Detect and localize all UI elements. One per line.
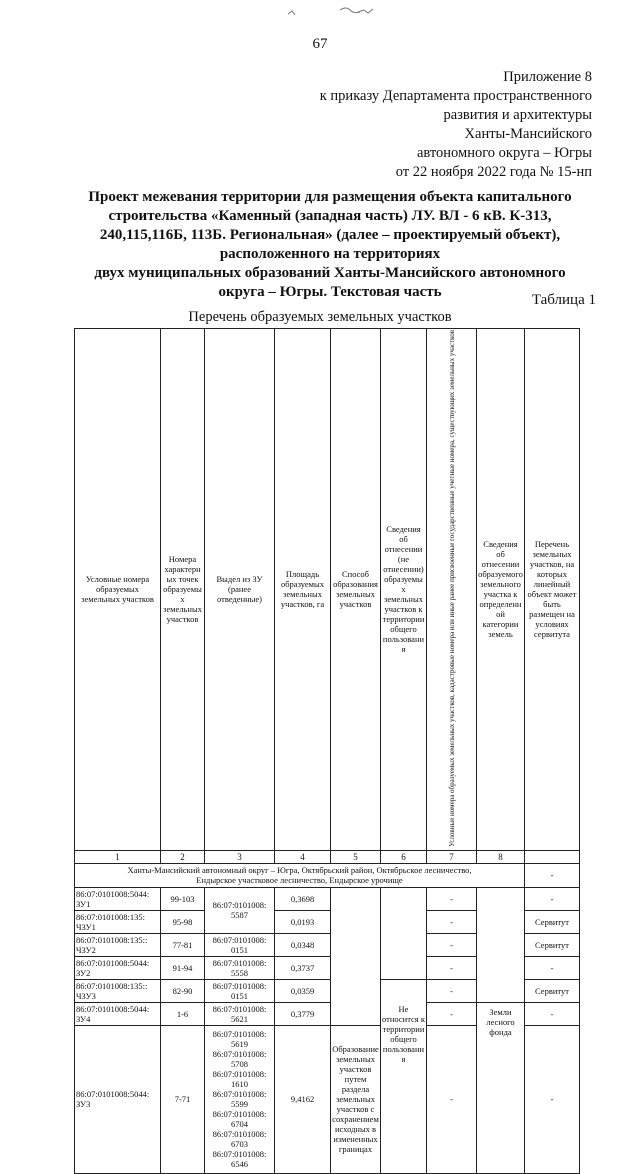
servitude-value: - (525, 887, 580, 910)
plot-id: 86:07:0101008:5044: ЗУ4 (75, 1002, 161, 1025)
region-line: Ендырское участковое лесничество, Ендырское урочище (196, 875, 403, 886)
col7-value: - (427, 979, 477, 1002)
parent-plot: 86:07:0101008: 5708 (212, 1049, 267, 1070)
parent-plot: 86:07:0101008: 5599 (212, 1089, 267, 1110)
title-line: 240,115,116Б, 113Б. Региональная» (далее – проектируемый объект), (99, 227, 561, 243)
header-cell: Сведения об отнесении (не отнесении) образуемых земельных участков к территории общего пользования (381, 329, 427, 851)
title-line: Проект межевания территории для размещения объекта капитального (88, 189, 572, 205)
formation-method: Образование земельных участков путем раздела земельных участков с сохранением исходных в измененных границах (331, 1025, 381, 1173)
parent-plot: 86:07:0101008: 6704 (212, 1109, 267, 1130)
col7-value: - (427, 956, 477, 979)
header-cell: Условные номера образуемых земельных участков (75, 329, 161, 851)
document-title (60, 188, 600, 302)
title-line: двух муниципальных образований Ханты-Мансийского автономного (94, 265, 566, 281)
plot-id: 86:07:0101008:5044: ЗУ3 (75, 1025, 161, 1173)
plot-area: 0,0348 (275, 933, 331, 956)
region-dash: - (525, 863, 580, 887)
column-number: 6 (381, 850, 427, 863)
table-caption: Перечень образуемых земельных участков (188, 309, 452, 325)
public-use-empty (381, 887, 427, 979)
header-line: к приказу Департамента пространственного (319, 88, 592, 104)
column-number: 3 (205, 850, 275, 863)
parent-plot: 86:07:0101008: 6546 (212, 1149, 267, 1170)
servitude-value: - (525, 956, 580, 979)
public-use-status: Не относится к территории общего пользования (381, 979, 427, 1173)
header-line: автономного округа – Югры (416, 145, 592, 161)
parent-plot: 86:07:0101008: 6703 (212, 1129, 267, 1150)
servitude-value: Сервитут (525, 910, 580, 933)
plot-points: 82-90 (161, 979, 205, 1002)
parent-plot-list (205, 1025, 275, 1173)
plot-points: 1-6 (161, 1002, 205, 1025)
plot-points: 91-94 (161, 956, 205, 979)
column-number-row (75, 850, 580, 863)
table-row (75, 1002, 580, 1025)
parent-plot: 86:07:0101008: 0151 (205, 933, 275, 956)
header-cell-vertical-text: Условные номера образуемых земельных участков, кадастровые номера или иные ранее присвоенные государственные учетные номера, существующих земельных участков (447, 330, 456, 847)
region-cell (75, 863, 525, 887)
page-number: 67 (312, 36, 328, 52)
parent-plot: 86:07:0101008: 1610 (212, 1069, 267, 1090)
header-line: Ханты-Мансийского (464, 126, 592, 142)
parent-plot: 86:07:0101008: 5619 (212, 1029, 267, 1050)
plot-area: 0,0359 (275, 979, 331, 1002)
column-number (525, 850, 580, 863)
parent-plot: 86:07:0101008: 5587 (205, 887, 275, 933)
column-number: 4 (275, 850, 331, 863)
plot-area: 0,0193 (275, 910, 331, 933)
header-line: Приложение 8 (503, 69, 592, 85)
header-cell: Площадь образуемых земельных участков, га (275, 329, 331, 851)
header-cell: Выдел из ЗУ (ранее отведенные) (205, 329, 275, 851)
parent-plot: 86:07:0101008: 5621 (205, 1002, 275, 1025)
parent-plot: 86:07:0101008: 5558 (205, 956, 275, 979)
column-number: 1 (75, 850, 161, 863)
header-row (75, 329, 580, 851)
plot-id: 86:07:0101008:135:: ЧЗУ3 (75, 979, 161, 1002)
plot-id: 86:07:0101008:135: ЧЗУ1 (75, 910, 161, 933)
plot-area: 0,3779 (275, 1002, 331, 1025)
column-number: 5 (331, 850, 381, 863)
parent-plot: 86:07:0101008: 0151 (205, 979, 275, 1002)
column-number: 8 (477, 850, 525, 863)
plot-id: 86:07:0101008:135:: ЧЗУ2 (75, 933, 161, 956)
servitude-value: Сервитут (525, 979, 580, 1002)
formation-method-empty (331, 887, 381, 1025)
plot-area: 9,4162 (275, 1025, 331, 1173)
table-number: Таблица 1 (531, 292, 596, 308)
title-line: округа – Югры. Текстовая часть (218, 284, 442, 300)
table-row (75, 887, 580, 910)
scan-mark (120, 0, 540, 28)
header-line: развития и архитектуры (443, 107, 592, 123)
plot-points: 99-103 (161, 887, 205, 910)
plot-id: 86:07:0101008:5044: ЗУ2 (75, 956, 161, 979)
land-category: Земли лесного фонда (477, 1002, 525, 1173)
appendix-header (320, 68, 592, 182)
plot-points: 7-71 (161, 1025, 205, 1173)
header-cell: Номера характерных точек образуемых земельных участков (161, 329, 205, 851)
land-plots-table (74, 328, 580, 1174)
col7-value: - (427, 1002, 477, 1025)
col7-value: - (427, 1025, 477, 1173)
col7-value: - (427, 887, 477, 910)
servitude-value: - (525, 1002, 580, 1025)
column-number: 7 (427, 850, 477, 863)
header-cell: Способ образования земельных участков (331, 329, 381, 851)
header-cell: Перечень земельных участков, на которых линейный объект может быть размещен на условиях сервитута (525, 329, 580, 851)
col7-value: - (427, 933, 477, 956)
header-line: от 22 ноября 2022 года № 15-нп (395, 164, 592, 180)
servitude-value: Сервитут (525, 933, 580, 956)
servitude-value: - (525, 1025, 580, 1173)
col7-value: - (427, 910, 477, 933)
title-line: расположенного на территориях (219, 246, 441, 262)
column-number: 2 (161, 850, 205, 863)
plot-points: 77-81 (161, 933, 205, 956)
plot-area: 0,3737 (275, 956, 331, 979)
plot-points: 95-98 (161, 910, 205, 933)
region-line: Ханты-Мансийский автономный округ – Югра, Октябрьский район, Октябрьское лесничество, (127, 865, 472, 876)
region-row (75, 863, 580, 887)
header-cell: Сведения об отнесении образуемого земельного участка к определенной категории земель (477, 329, 525, 851)
plot-id: 86:07:0101008:5044: ЗУ1 (75, 887, 161, 910)
header-cell (427, 329, 477, 851)
title-line: строительства «Каменный (западная часть) ЛУ. ВЛ - 6 кВ. К-313, (108, 208, 552, 224)
plot-area: 0,3698 (275, 887, 331, 910)
